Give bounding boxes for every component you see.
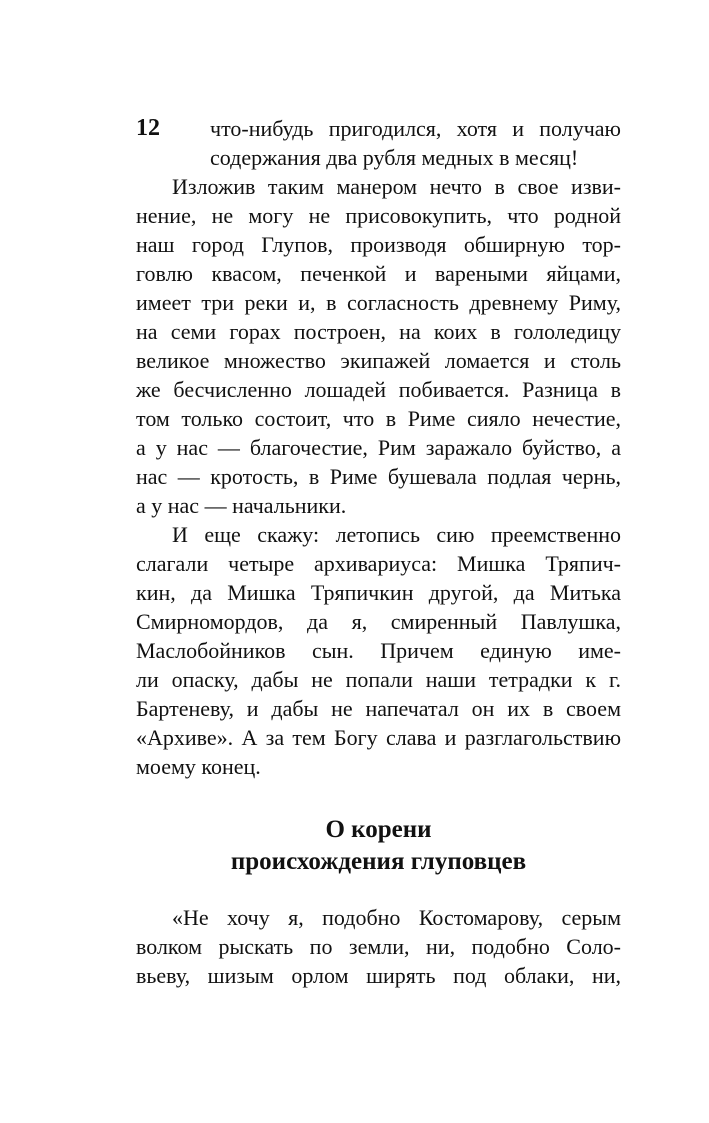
- text-line: вьеву, шизым орлом ширять под облаки, ни,: [136, 963, 621, 988]
- text-line: нение, не могу не присовокупить, что родной: [136, 203, 621, 228]
- text-line: Маслобойников сын. Причем единую име-: [136, 638, 621, 663]
- text-line: нас — кротость, в Риме бушевала подлая чернь,: [136, 464, 621, 489]
- text-line: же бесчисленно лошадей побивается. Разница в: [136, 377, 621, 402]
- text-line: моему конец.: [136, 754, 261, 779]
- text-line: что-нибудь пригодился, хотя и получаю: [210, 116, 621, 141]
- text-line: Бартеневу, и дабы не напечатал он их в своем: [136, 696, 621, 721]
- text-line: том только состоит, что в Риме сияло нечестие,: [136, 406, 621, 431]
- text-line: а у нас — начальники.: [136, 493, 347, 518]
- text-line: на семи горах построен, на коих в гололедицу: [136, 319, 621, 344]
- text-line: содержания два рубля медных в месяц!: [210, 145, 579, 170]
- text-line: волком рыскать по земли, ни, подобно Соло-: [136, 934, 621, 959]
- text-line: Смирномордов, да я, смиренный Павлушка,: [136, 609, 621, 634]
- text-line: «Архиве». А за тем Богу слава и разглагольствию: [136, 725, 621, 750]
- text-line: наш город Глупов, производя обширную тор-: [136, 232, 621, 257]
- text-line: имеет три реки и, в согласность древнему Риму,: [136, 290, 621, 315]
- text-line: И еще скажу: летопись сию преемственно: [172, 522, 621, 547]
- text-line: слагали четыре архивариуса: Мишка Тряпич-: [136, 551, 621, 576]
- page-number: 12: [136, 115, 160, 141]
- text-line: говлю квасом, печенкой и вареными яйцами,: [136, 261, 621, 286]
- text-line: ли опаску, дабы не попали наши тетрадки к г.: [136, 667, 621, 692]
- section-heading-line-1: О корени: [325, 816, 432, 843]
- text-line: Изложив таким манером нечто в свое изви-: [172, 174, 621, 199]
- text-line: а у нас — благочестие, Рим заражало буйство, а: [136, 435, 621, 460]
- section-heading-line-2: происхождения глуповцев: [230, 848, 527, 875]
- text-line: «Не хочу я, подобно Костомарову, серым: [172, 905, 621, 930]
- text-line: великое множество экипажей ломается и столь: [136, 348, 621, 373]
- text-line: кин, да Мишка Тряпичкин другой, да Митька: [136, 580, 621, 605]
